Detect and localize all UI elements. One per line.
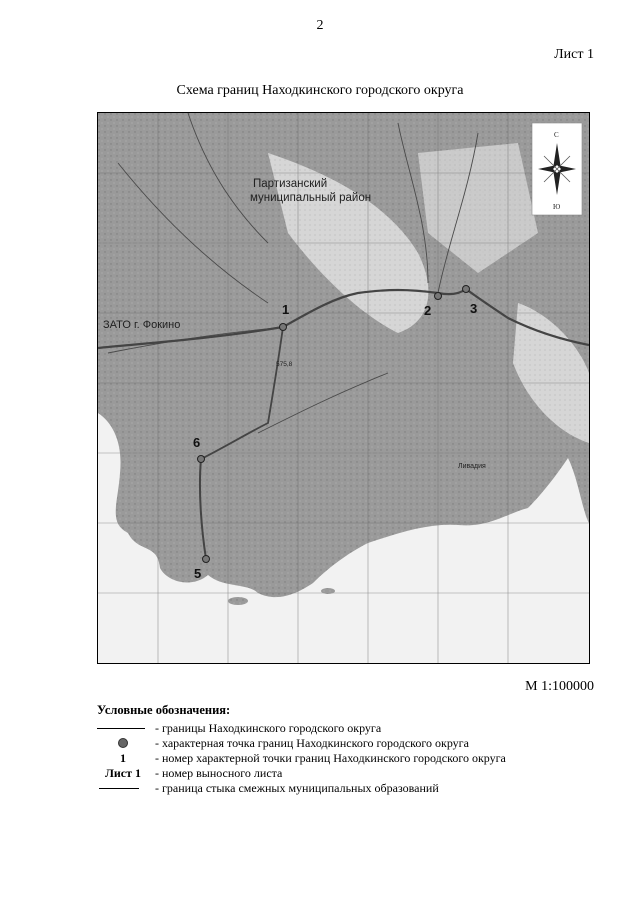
point-2-marker[interactable] — [435, 293, 442, 300]
point-6-label: 6 — [193, 435, 201, 450]
page-number: 2 — [316, 18, 324, 33]
legend-symbol-boundary-line — [97, 721, 149, 736]
point-1-label: 1 — [282, 302, 290, 317]
legend-symbol-point-dot — [97, 736, 149, 751]
point-5-label: 5 — [194, 566, 202, 581]
point-6-marker[interactable] — [198, 456, 205, 463]
legend-row-point — [97, 736, 597, 751]
legend-text-junction: - граница стыка смежных муниципальных образований — [155, 781, 439, 795]
region-label-line1: Партизанский — [253, 178, 328, 190]
compass-rose — [532, 123, 582, 215]
compass-south-label: Ю — [553, 203, 561, 211]
legend — [97, 703, 597, 796]
elevation-label: 575,8 — [276, 361, 293, 368]
legend-row-point-number — [97, 751, 597, 766]
legend-text-point: - характерная точка границ Находкинского городского округа — [155, 736, 469, 750]
point-1-marker[interactable] — [280, 324, 287, 331]
map-svg — [98, 113, 589, 663]
compass-north-label: С — [554, 131, 559, 139]
legend-symbol-sheet: Лист 1 — [104, 766, 142, 780]
legend-text-point-number: - номер характерной точки границ Находкинского городского округа — [155, 751, 506, 765]
legend-text-sheet: - номер выносного листа — [155, 766, 283, 780]
point-3-marker[interactable] — [463, 286, 470, 293]
map-frame[interactable] — [97, 112, 590, 664]
legend-row-junction — [97, 781, 597, 796]
region-label-line2: муниципальный район — [250, 192, 372, 204]
legend-symbol-junction-line — [97, 781, 149, 796]
point-3-label: 3 — [470, 301, 478, 316]
town-label: Ливадия — [458, 463, 486, 470]
sheet-label: Лист 1 — [554, 47, 594, 62]
map-scale: М 1:100000 — [525, 679, 594, 694]
legend-text-boundary: - границы Находкинского городского округа — [155, 721, 382, 735]
point-2-label: 2 — [424, 303, 432, 318]
point-5-marker[interactable] — [203, 556, 210, 563]
legend-row-boundary — [97, 721, 597, 736]
map-title: Схема границ Находкинского городского округа — [176, 83, 464, 98]
legend-row-sheet — [97, 766, 597, 781]
legend-title: Условные обозначения: — [97, 703, 231, 717]
legend-symbol-point-number: 1 — [120, 751, 126, 765]
zato-label: ЗАТО г. Фокино — [103, 319, 181, 331]
